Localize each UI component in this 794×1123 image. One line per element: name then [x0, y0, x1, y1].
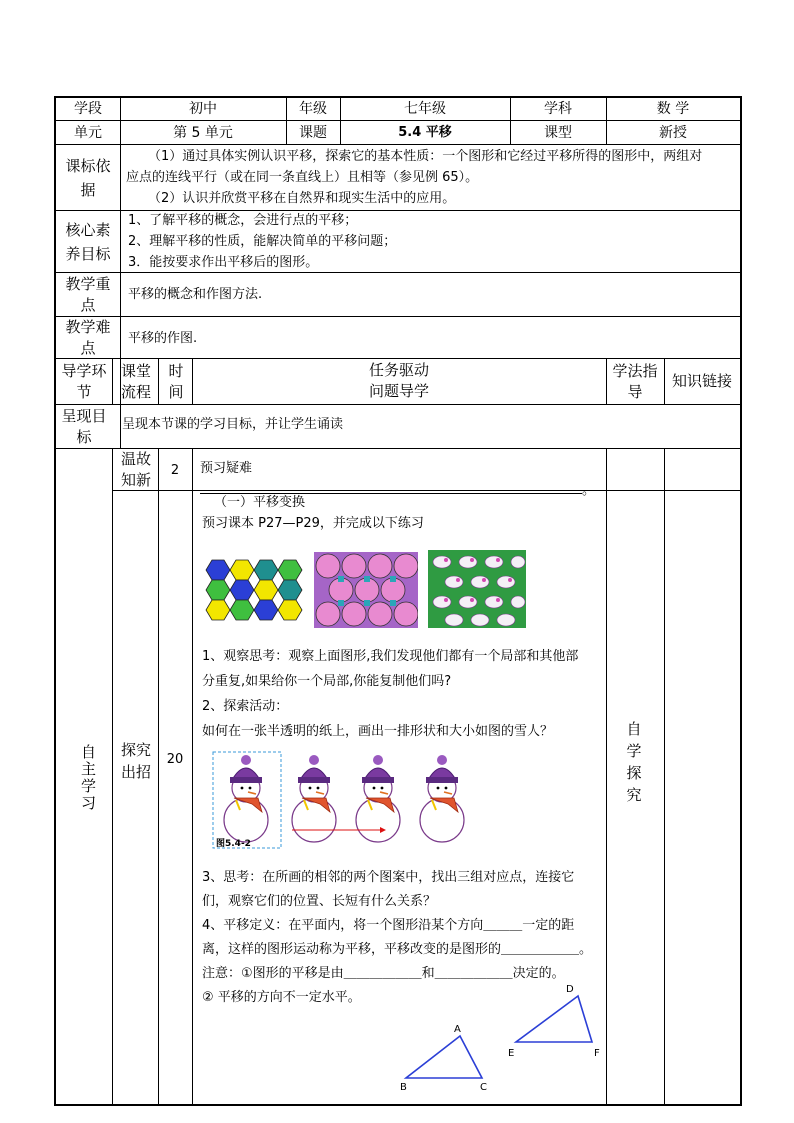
- figure-caption: 图5.4-2: [216, 839, 251, 849]
- header-cell: 单元: [74, 124, 102, 141]
- section-label-hard: 教学难点: [65, 317, 111, 357]
- explore-content: （一）平移变换 预习课本 P27—P29，并完成以下练习: [202, 495, 424, 531]
- explore-label: 探究出招: [120, 741, 151, 781]
- flow-header-cell: 导学环节: [61, 361, 107, 401]
- header-cell: 初中: [189, 101, 217, 117]
- question-block-1: 1、观察思考：观察上面图形,我们发现他们都有一个局部和其他部 分重复,如果给你一个局部,你能复制他们吗? 2、探索活动： 如何在一张半透明的纸上，画出一排形状和大小如图的雪人？: [202, 649, 579, 739]
- snowman-figure: [212, 750, 474, 854]
- hard-text: 平移的作图.: [128, 331, 198, 346]
- section-label-key: 教学重点: [65, 274, 111, 314]
- flow-header-cell: 知识链接: [671, 372, 732, 390]
- section-label-goals: 核心素养目标: [65, 221, 111, 263]
- triangle-figure: [396, 982, 606, 1098]
- header-cell: 课型: [544, 124, 572, 141]
- lesson-title: 5.4 平移: [398, 124, 452, 140]
- review-row: 预习疑难。: [200, 461, 596, 498]
- vertex-label-F: F: [594, 1048, 600, 1059]
- flow-header-cell: 课堂流程: [120, 361, 151, 401]
- present-text: 呈现本节课的学习目标，并让学生诵读: [122, 417, 344, 432]
- present-label: 呈现目标: [61, 406, 107, 446]
- section-label-standard: 课标依据: [65, 157, 111, 199]
- header-cell: 学段: [74, 101, 102, 117]
- key-text: 平移的概念和作图方法.: [128, 287, 263, 302]
- self-study-label: 自主学习: [79, 744, 97, 812]
- review-time: 2: [170, 462, 180, 478]
- flow-header-task: 任务驱动 问题导学: [368, 361, 429, 400]
- flow-header-cell: 时间: [168, 361, 184, 401]
- review-label: 温故知新: [120, 450, 151, 489]
- tessellation-image-hexagon: [204, 552, 304, 628]
- tessellation-image-circles: [314, 552, 418, 628]
- method-text: 自学探究: [626, 720, 642, 804]
- goals-text: 1、了解平移的概念，会进行点的平移； 2、理解平移的性质，能解决简单的平移问题； 3．能按要求作出平移后的图形。: [128, 213, 397, 270]
- lesson-plan-table: [54, 96, 742, 1106]
- header-cell: 学科: [544, 101, 572, 117]
- flow-header-cell: 学法指导: [612, 361, 658, 401]
- explore-time: 20: [166, 751, 184, 767]
- vertex-label-A: A: [454, 1024, 461, 1035]
- header-cell: 课题: [299, 124, 327, 141]
- vertex-label-D: D: [566, 984, 574, 995]
- standard-text: （1）通过具体实例认识平移，探索它的基本性质：一个图形和它经过平移所得的图形中，两组对 应点的连线平行（或在同一条直线上）且相等（参见例 65）。 （2）认识并欣赏平移在自然界和现实生活中的应用。: [126, 149, 703, 206]
- header-cell: 数 学: [656, 101, 690, 117]
- vertex-label-E: E: [508, 1048, 515, 1059]
- vertex-label-C: C: [480, 1082, 487, 1093]
- header-cell: 七年级: [404, 101, 446, 117]
- question-block-2: 3、思考：在所画的相邻的两个图案中，找出三组对应点，连接它 们，观察它们的位置、长短有什么关系？ 4、平移定义：在平面内，将一个图形沿某个方向＿＿＿一定的距 离，这样的图形运动称为平移，平移改变的是图形的＿＿＿＿＿＿。 注意：①图形的平移是由＿＿＿＿＿＿和＿＿＿＿＿＿决定的。 ② 平移的方向不一定水平。: [202, 870, 593, 1005]
- header-cell: 年级: [299, 101, 327, 117]
- header-cell: 第 5 单元: [173, 124, 233, 141]
- tessellation-image-birds: [428, 550, 526, 628]
- vertex-label-B: B: [400, 1082, 407, 1093]
- header-cell: 新授: [659, 124, 687, 141]
